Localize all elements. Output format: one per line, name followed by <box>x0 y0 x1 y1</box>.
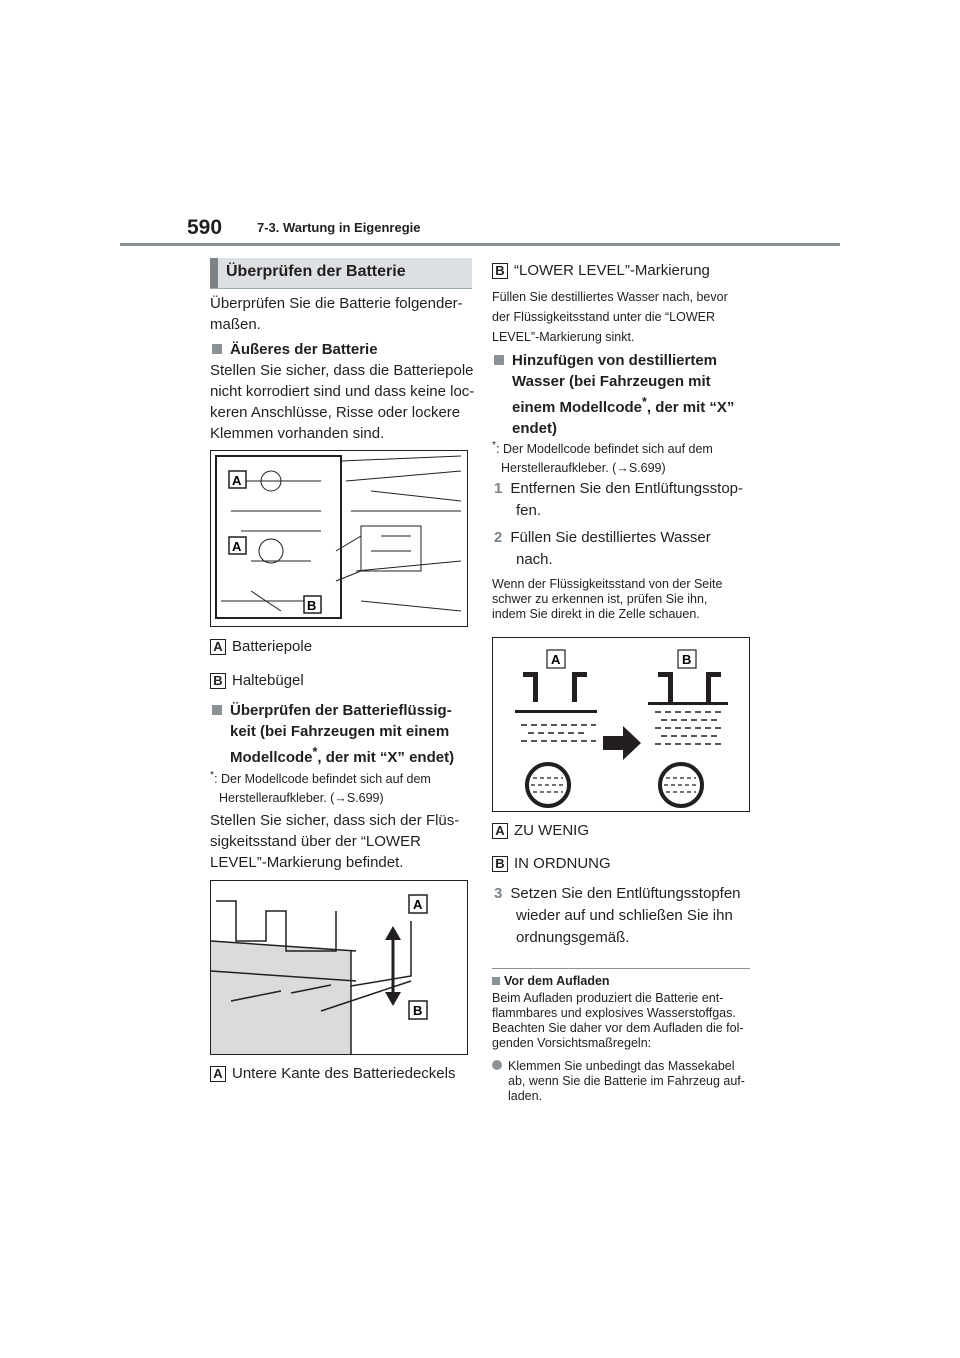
note-bullet: Klemmen Sie unbedingt das Massekabel ab, wenn Sie die Batterie im Fahrzeug auf- laden. <box>492 1059 745 1104</box>
exterior-text: Stellen Sie sicher, dass die Batteriepole nicht korrodiert sind und dass keine loc- keren Anschlüsse, Risse oder lockere Klemmen vorhanden sind. <box>210 362 475 442</box>
chapter-title: 7-3. Wartung in Eigenregie <box>257 220 421 235</box>
side-check-note: Wenn der Flüssigkeitsstand von der Seite schwer zu erkennen ist, prüfen Sie ihn, indem Sie direkt in die Zelle schauen. <box>492 577 723 621</box>
section-title: Überprüfen der Batterie <box>226 263 406 280</box>
subheading-exterior: Äußeres der Batterie <box>212 339 378 360</box>
note-divider <box>492 968 750 969</box>
battery-photo-figure <box>210 450 468 627</box>
legend-a-poles: A Batteriepole <box>210 636 312 657</box>
legend-b-ok: B IN ORDNUNG <box>492 853 611 874</box>
step-2: 2 Füllen Sie destilliertes Wasser nach. <box>494 529 711 568</box>
fluid-text: Stellen Sie sicher, dass sich der Flüs- sigkeitsstand über der “LOWER LEVEL”-Markierung befindet. <box>210 812 460 871</box>
fluid-level-diagram <box>493 638 749 811</box>
footnote-left: *: Der Modellcode befindet sich auf dem Herstelleraufkleber. (→S.699) <box>210 770 431 806</box>
legend-b-lower-level: B “LOWER LEVEL”-Markierung <box>492 260 710 281</box>
subheading-fluid: Überprüfen der Batterieflüssig- keit (bei Fahrzeugen mit einem Modellcode*, der mit “X” endet) <box>212 700 472 768</box>
footnote-right: *: Der Modellcode befindet sich auf dem Herstelleraufkleber. (→S.699) <box>492 440 713 476</box>
fig3-label-a: A <box>551 652 561 667</box>
fig1-label-b: B <box>307 598 317 613</box>
section-heading <box>210 258 472 289</box>
step-1: 1 Entfernen Sie den Entlüftungsstop- fen. <box>494 480 743 519</box>
step-3: 3 Setzen Sie den Entlüftungsstopfen wieder auf und schließen Sie ihn ordnungsgemäß. <box>494 885 741 946</box>
battery-illustration <box>211 451 467 626</box>
page-number: 590 <box>187 216 223 239</box>
note-text: Beim Aufladen produziert die Batterie ent- flammbares und explosives Wasserstoffgas. Beachten Sie daher vor dem Aufladen die fol- genden Vorsichtsmaßregeln: <box>492 991 744 1050</box>
legend-b-bracket: B Haltebügel <box>210 670 304 691</box>
fig3-label-b: B <box>682 652 692 667</box>
subheading-add-water: Hinzufügen von destilliertem Wasser (bei Fahrzeugen mit einem Modellcode*, der mit “X” endet) <box>494 350 754 439</box>
fluid-level-figure <box>492 637 750 812</box>
intro-text: Überprüfen Sie die Batterie folgender- maßen. <box>210 295 463 333</box>
fig2-label-b: B <box>413 1003 423 1018</box>
legend-a-too-low: A ZU WENIG <box>492 820 589 841</box>
fig2-label-a: A <box>413 897 423 912</box>
note-title: Vor dem Aufladen <box>492 974 610 989</box>
battery-side-illustration <box>211 881 467 1054</box>
refill-note: Füllen Sie destilliertes Wasser nach, bevor der Flüssigkeitsstand unter die “LOWER LEVEL”-Markierung sinkt. <box>492 290 728 344</box>
fig1-label-a2: A <box>232 539 242 554</box>
fig1-label-a1: A <box>232 473 242 488</box>
header-rule <box>120 243 840 246</box>
legend-a-lid-edge: A Untere Kante des Batteriedeckels <box>210 1063 455 1084</box>
battery-side-figure <box>210 880 468 1055</box>
